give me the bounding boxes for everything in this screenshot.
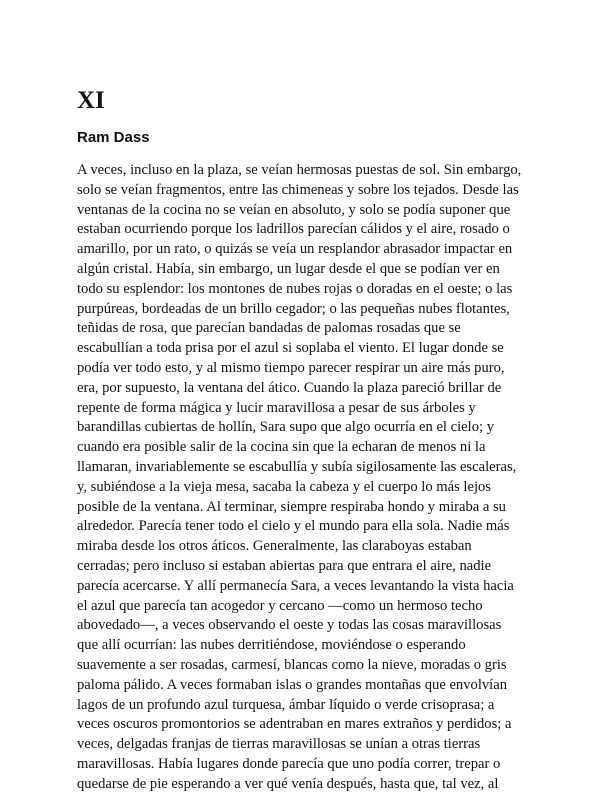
- chapter-title: Ram Dass: [77, 129, 150, 146]
- text-line: todo su esplendor: los montones de nubes rojas o doradas en el oeste; o las: [77, 280, 513, 297]
- text-line: alrededor. Parecía tener todo el cielo y el mundo para ella sola. Nadie más: [77, 518, 510, 535]
- text-line: quedarse de pie esperando a ver qué venía después, hasta que, tal vez, al: [77, 775, 499, 792]
- text-line: posible de la ventana. Al terminar, siempre respiraba hondo y miraba a su: [77, 498, 506, 515]
- text-line: y, subiéndose a la vieja mesa, sacaba la cabeza y el cuerpo lo más lejos: [77, 478, 491, 495]
- text-line: cerradas; pero incluso si estaban abiertas para que entrara el aire, nadie: [77, 557, 492, 574]
- text-line: cuando era posible salir de la cocina sin que la echaran de menos ni la: [77, 439, 486, 456]
- text-line: maravillosas. Había lugares donde parecía que uno podía correr, trepar o: [77, 755, 501, 772]
- text-line: lagos de un profundo azul turquesa, ámbar líquido o verde crisoprasa; a: [77, 696, 495, 713]
- text-line: barandillas cubiertas de hollín, Sara supo que algo ocurría en el cielo; y: [77, 419, 494, 436]
- text-line: A veces, incluso en la plaza, se veían hermosas puestas de sol. Sin embargo,: [77, 162, 522, 178]
- text-line: llamaran, invariablemente se escabullía y subía sigilosamente las escaleras,: [77, 458, 517, 475]
- text-line: algún cristal. Había, sin embargo, un lugar desde el que se podían ver en: [77, 260, 500, 277]
- text-line: podía ver todo esto, y al mismo tiempo parecer respirar un aire más puro,: [77, 359, 505, 376]
- text-line: miraba desde los otros áticos. Generalmente, las claraboyas estaban: [77, 538, 472, 555]
- text-line: paloma pálido. A veces formaban islas o grandes montañas que envolvían: [77, 676, 507, 693]
- text-line: escabullían a toda prisa por el azul si soplaba el viento. El lugar donde se: [77, 340, 504, 357]
- text-line: el azul que parecía tan acogedor y cercano —como un hermoso techo: [77, 597, 483, 614]
- chapter-body-text: [77, 161, 545, 795]
- text-line: veces, delgadas franjas de tierras maravillosas se unían a otras tierras: [77, 736, 481, 753]
- text-line: purpúreas, bordeadas de un brillo cegador; o las pequeñas nubes flotantes,: [77, 300, 510, 317]
- text-line: parecía acercarse. Y allí permanecía Sara, a veces levantando la vista hacia: [77, 577, 514, 594]
- text-line: amarillo, por un rato, o quizás se veía un resplandor abrasador impactar en: [77, 241, 513, 258]
- text-line: teñidas de rosa, que parecían bandadas de palomas rosadas que se: [77, 320, 461, 337]
- text-line: era, por supuesto, la ventana del ático. Cuando la plaza pareció brillar de: [77, 379, 502, 396]
- text-line: ventanas de la cocina no se veían en absoluto, y solo se podía suponer que: [77, 201, 511, 218]
- text-line: repente de forma mágica y lucir maravillosa a pesar de sus árboles y: [77, 399, 476, 416]
- text-line: solo se veían fragmentos, entre las chimeneas y sobre los tejados. Desde las: [77, 181, 519, 198]
- text-line: suavemente a ser rosadas, carmesí, blancas como la nieve, moradas o gris: [77, 656, 507, 673]
- text-line: abovedado—, a veces observando el oeste y todas las cosas maravillosas: [77, 617, 502, 634]
- text-line: veces oscuros promontorios se adentraban en mares extraños y perdidos; a: [77, 716, 512, 733]
- text-line: estaban ocurriendo porque los ladrillos parecían cálidos y el aire, rosado o: [77, 221, 510, 238]
- text-line: que allí ocurrían: las nubes derritiéndose, moviéndose o esperando: [77, 637, 466, 654]
- chapter-number: XI: [77, 87, 105, 114]
